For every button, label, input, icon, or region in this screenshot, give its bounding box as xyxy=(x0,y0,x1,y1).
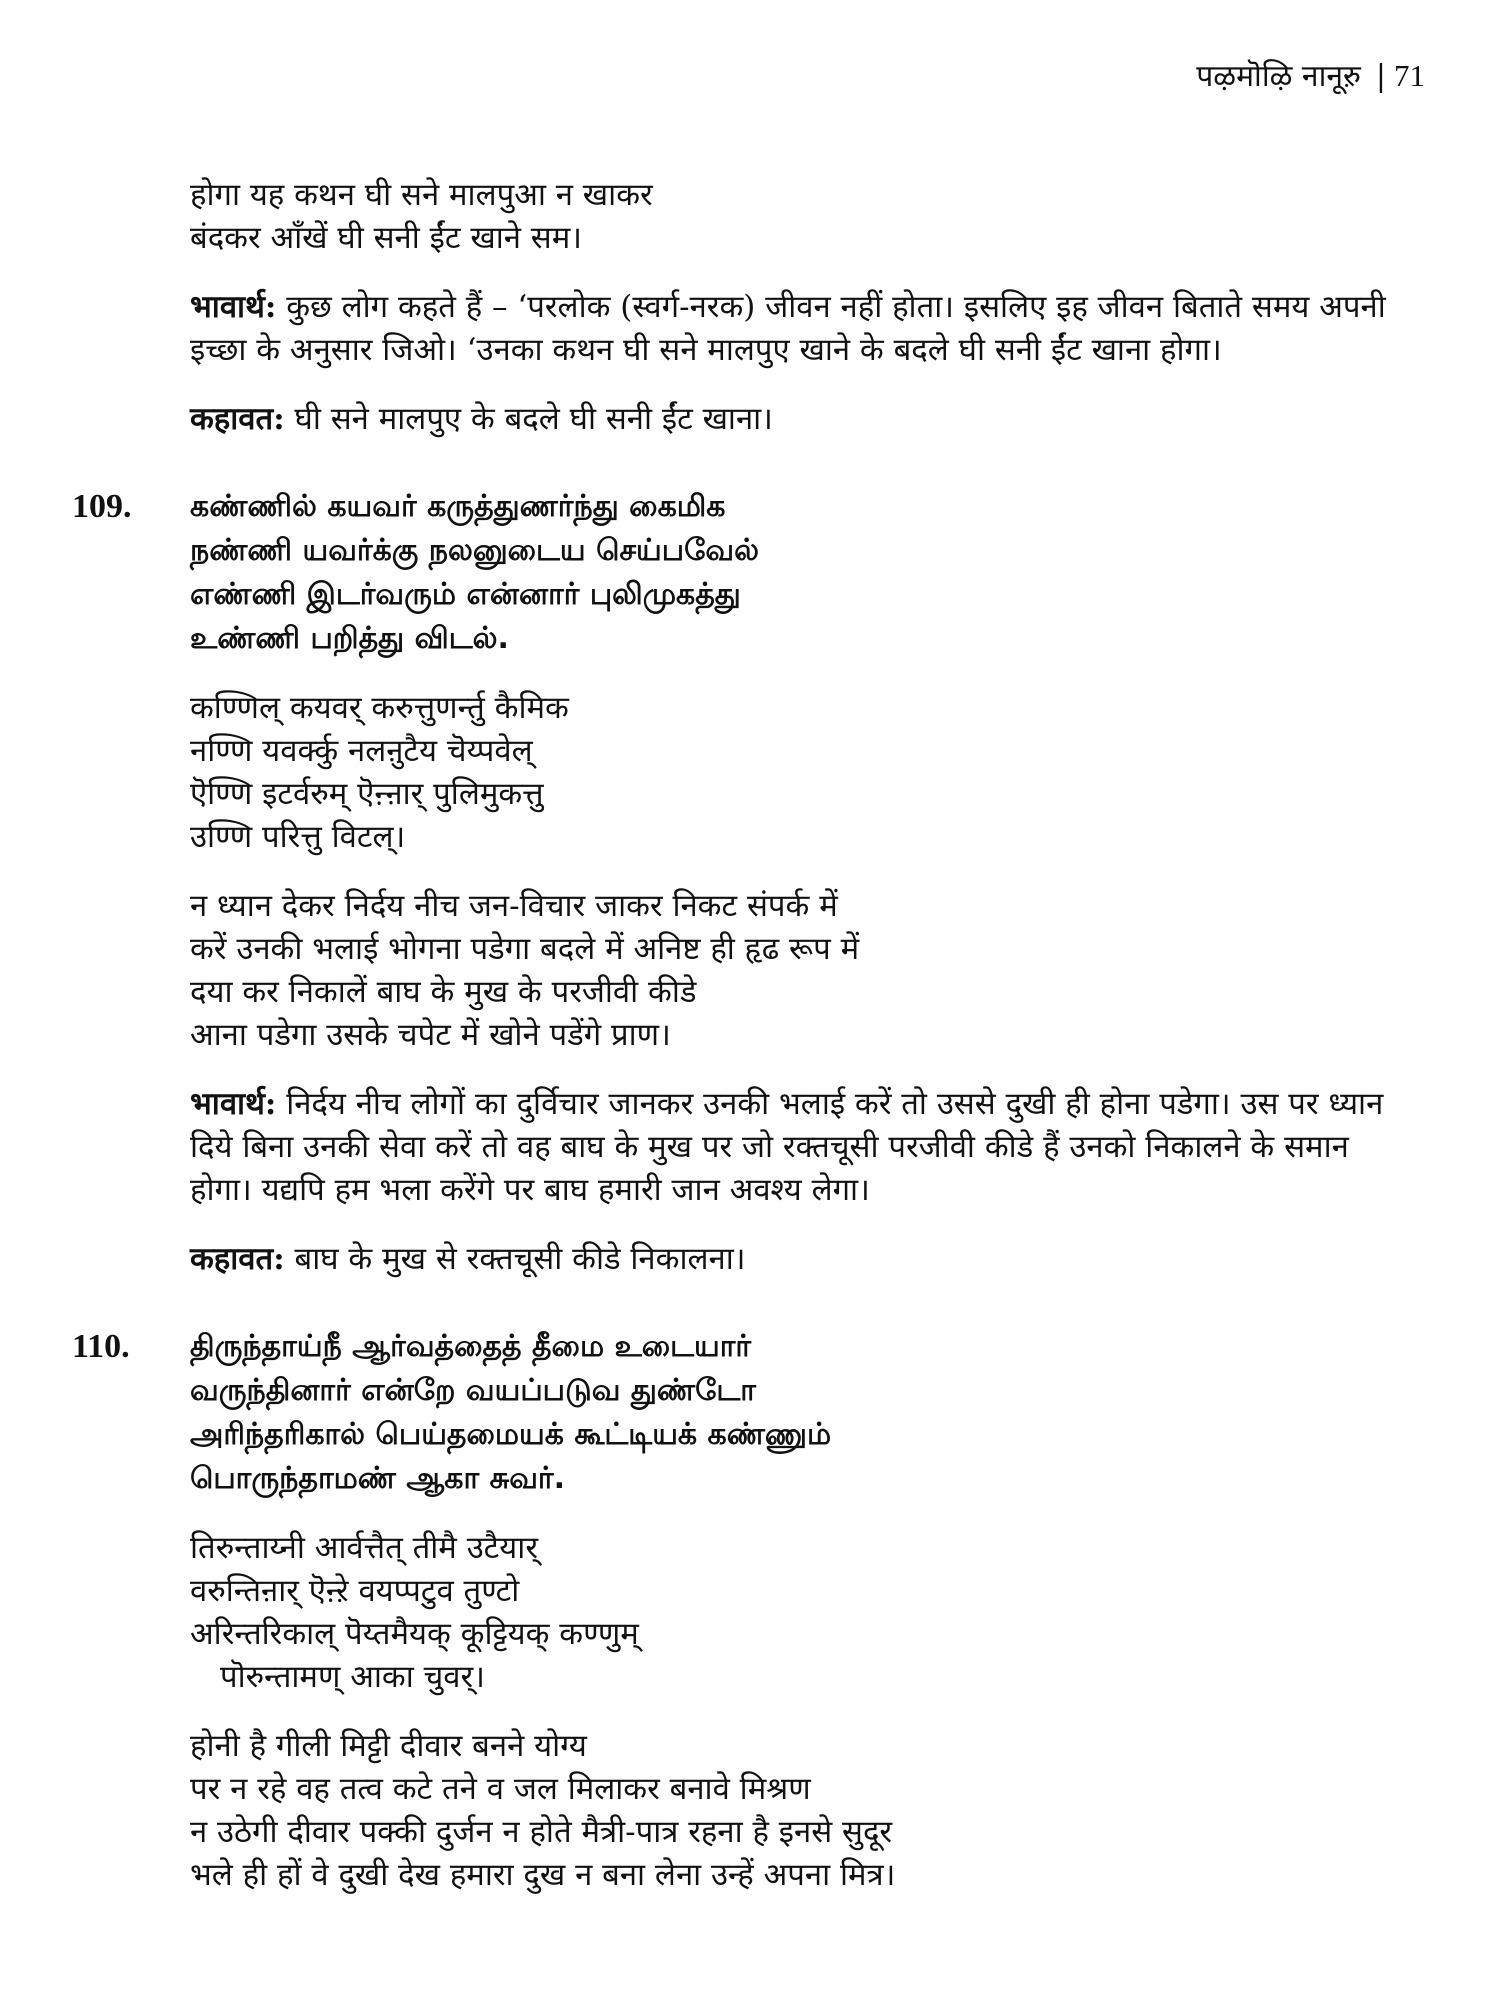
transliteration xyxy=(190,1527,1432,1699)
tamil-verse xyxy=(190,1325,1432,1501)
running-header xyxy=(1196,60,1425,92)
kahavat-text: बाघ के मुख से रक्तचूसी कीडे निकालना। xyxy=(294,1241,746,1277)
translit-line: अरिन्तरिकाल् पॆय्तमैयक् कूट्टियक् कण्णुम् xyxy=(190,1616,639,1652)
bhavarth-paragraph xyxy=(190,1083,1400,1212)
tamil-line: வருந்தினார் என்றே வயப்படுவ துண்டோ xyxy=(190,1373,756,1408)
translit-line: नण्णि यवर्क्कु नलऩुटैय चॆय्पवेल् xyxy=(190,733,533,769)
verse-line: होगा यह कथन घी सने मालपुआ न खाकर xyxy=(190,177,653,213)
tamil-line: திருந்தாய்நீ ஆர்வத்தைத் தீமை உடையார் xyxy=(190,1329,752,1364)
verse-line: न उठेगी दीवार पक्की दुर्जन न होते मैत्री-पात्र रहना है इनसे सुदूर xyxy=(190,1814,893,1850)
tamil-line: பொருந்தாமண் ஆகா சுவர். xyxy=(190,1461,565,1496)
verse-109 xyxy=(72,485,1432,1281)
bhavarth-paragraph xyxy=(190,286,1400,372)
translit-line: उण्णि परित्तु विटल्। xyxy=(190,819,406,855)
translit-line: ऎण्णि इटर्वरुम् ऎऩ्ऩार् पुलिमुकत्तु xyxy=(190,776,544,812)
translit-line: कण्णिल् कयवर् करुत्तुणर्न्तु कैमिक xyxy=(190,690,569,726)
book-title: पऴमॊऴि नानूऱु xyxy=(1196,59,1360,94)
tamil-line: அரிந்தரிகால் பெய்தமையக் கூட்டியக் கண்ணும் xyxy=(190,1417,832,1452)
translit-line: पॊरुन्तामण् आका चुवर्। xyxy=(220,1659,485,1695)
kahavat-label: कहावत: xyxy=(190,401,285,437)
translit-line: तिरुन्ताय्नी आर्वत्तैत् तीमै उटैयार् xyxy=(190,1530,538,1566)
hindi-verse xyxy=(190,1725,1432,1897)
verse-number: 110. xyxy=(72,1328,130,1365)
hindi-verse xyxy=(190,885,1432,1057)
kahavat-label: कहावत: xyxy=(190,1241,285,1277)
tamil-line: எண்ணி இடர்வரும் என்னார் புலிமுகத்து xyxy=(190,577,741,612)
verse-line: बंदकर आँखें घी सनी ईंट खाने सम। xyxy=(190,220,583,256)
kahavat-paragraph xyxy=(190,1238,1400,1281)
verse-line: भले ही हों वे दुखी देख हमारा दुख न बना लेना उन्हें अपना मित्र। xyxy=(190,1857,896,1893)
tamil-line: உண்ணி பறித்து விடல். xyxy=(190,621,509,656)
verse-108-continuation xyxy=(72,174,1432,441)
kahavat-text: घी सने मालपुए के बदले घी सनी ईंट खाना। xyxy=(294,401,773,437)
kahavat-paragraph xyxy=(190,398,1400,441)
verse-line: करें उनकी भलाई भोगना पडेगा बदले में अनिष्ट ही हृढ रूप में xyxy=(190,931,860,967)
verse-110 xyxy=(72,1325,1432,1897)
verse-line: आना पडेगा उसके चपेट में खोने पडेंगे प्राण। xyxy=(190,1017,671,1053)
verse-line: दया कर निकालें बाघ के मुख के परजीवी कीडे xyxy=(190,974,697,1010)
tamil-line: நண்ணி யவர்க்கு நலனுடைய செய்பவேல் xyxy=(190,533,760,568)
header-separator: | xyxy=(1375,59,1386,94)
verse-number: 109. xyxy=(72,488,132,525)
tamil-line: கண்ணில் கயவர் கருத்துணர்ந்து கைமிக xyxy=(190,489,726,524)
hindi-verse xyxy=(190,174,1432,260)
tamil-verse xyxy=(190,485,1432,661)
bhavarth-text: निर्दय नीच लोगों का दुर्विचार जानकर उनकी भलाई करें तो उससे दुखी ही होना पडेगा। उस पर ध्यान दिये बिना उनकी सेवा करें तो वह बाघ के मुख पर जो रक्तचूसी परजीवी कीडे हैं उनको निकालने के समान होगा। यद्यपि हम भला करेंगे पर बाघ हमारी जान अवश्य लेगा। xyxy=(190,1086,1384,1208)
bhavarth-label: भावार्थ: xyxy=(190,1086,277,1122)
verse-line: पर न रहे वह तत्व कटे तने व जल मिलाकर बनावे मिश्रण xyxy=(190,1771,811,1807)
verse-line: होनी है गीली मिट्टी दीवार बनने योग्य xyxy=(190,1728,587,1764)
verse-line: न ध्यान देकर निर्दय नीच जन-विचार जाकर निकट संपर्क में xyxy=(190,888,838,924)
page-number: 71 xyxy=(1394,58,1425,93)
page-content xyxy=(72,174,1432,1897)
bhavarth-text: कुछ लोग कहते हैं – ‘परलोक (स्वर्ग-नरक) जीवन नहीं होता। इसलिए इह जीवन बिताते समय अपनी इच्छा के अनुसार जिओ। ‘उनका कथन घी सने मालपुए खाने के बदले घी सनी ईंट खाना होगा। xyxy=(190,289,1386,368)
transliteration xyxy=(190,687,1432,859)
translit-line: वरुन्तिऩार् ऎऩ्ऱे वयप्पटुव तुण्टो xyxy=(190,1573,520,1609)
bhavarth-label: भावार्थ: xyxy=(190,289,277,325)
